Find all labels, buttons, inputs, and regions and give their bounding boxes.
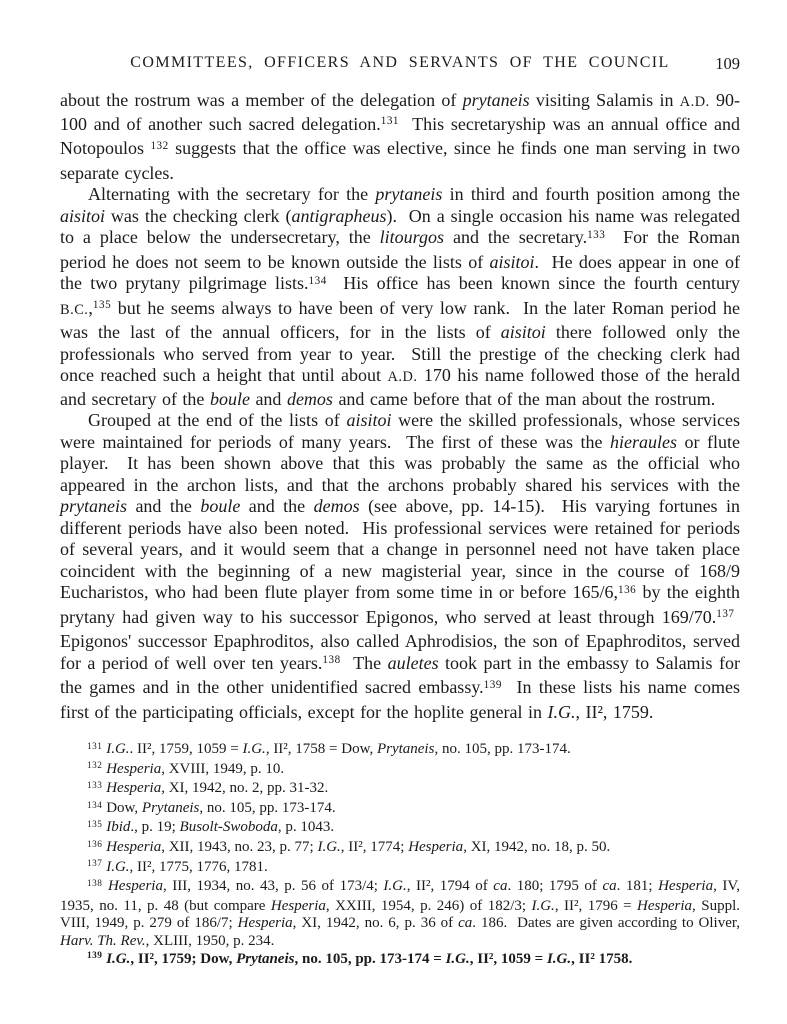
footnote-139: [60, 951, 740, 971]
text-run: , XI, 1942, no. 6, p. 36 of: [292, 915, 459, 932]
text-run: . 186. Dates are given according to Oliver,: [472, 915, 741, 932]
text-run: ). On a single occasion his name was relegated to a place below the undersecretary, the: [60, 205, 741, 247]
footnote-ref: 139: [483, 678, 502, 691]
text-run: and came before that of the man about the rostrum.: [332, 388, 716, 409]
text-run: , II², 1796 =: [554, 897, 638, 914]
text-run: aisitoi: [500, 322, 546, 342]
text-run: aisitoi: [346, 410, 392, 430]
text-run: , III, 1934, no. 43, p. 56 of 173/4;: [162, 878, 384, 895]
footnote-ref: 137: [87, 859, 103, 870]
text-run: visiting Salamis in: [529, 90, 680, 110]
text-run: and the: [240, 496, 314, 516]
text-run: , no. 105, pp. 173-174 =: [294, 950, 446, 967]
text-run: ., p. 19;: [130, 819, 180, 836]
text-run: Hesperia: [408, 838, 464, 855]
text-run: in third and fourth position among the: [442, 184, 740, 204]
body-text: [60, 90, 740, 723]
footnote-ref: 136: [87, 839, 103, 850]
text-run: I.G.: [242, 741, 266, 757]
text-run: , XXIII, 1954, p. 246) of 182/3;: [325, 897, 532, 914]
text-run: Hesperia: [106, 838, 162, 855]
text-run: , Suppl. VIII, 1949, p. 279 of 186/7;: [60, 897, 741, 932]
text-run: Hesperia: [637, 897, 693, 914]
text-run: His office has been known since the fourth century: [326, 273, 740, 293]
footnote-ref: 139: [87, 951, 103, 962]
text-run: I.G.: [106, 950, 131, 967]
text-run: demos: [313, 496, 360, 516]
text-run: boule: [209, 388, 250, 409]
text-run: ca: [458, 915, 473, 932]
text-run: , XVIII, 1949, p. 10.: [161, 760, 285, 777]
text-run: boule: [200, 496, 241, 516]
text-run: Prytaneis: [141, 799, 200, 816]
text-run: litourgos: [379, 227, 445, 247]
text-run: but he seems always to have been of very low rank. In the later Roman period he was the last of the annual officers, for in the lists of: [60, 297, 740, 342]
text-run: The: [340, 652, 388, 673]
text-run: Dow,: [102, 799, 142, 816]
text-run: Hesperia: [106, 780, 162, 797]
text-run: A.D.: [387, 369, 418, 385]
text-run: and: [249, 388, 287, 409]
text-run: about the rostrum was a member of the delegation of: [60, 90, 463, 110]
text-run: , II², 1759.: [575, 701, 654, 722]
text-run: I.G.: [383, 878, 407, 895]
footnote-ref: 138: [87, 878, 103, 889]
text-run: took part in the embassy to Salamis for the games and in the other unidentified sacred embassy.: [60, 652, 740, 697]
text-run: , p. 1043.: [277, 819, 335, 836]
text-run: , IV, 1935, no. 11, p. 48 (but compare: [60, 878, 740, 914]
footnote-ref: 131: [87, 741, 103, 752]
text-run: I.G.: [106, 858, 130, 875]
footnote-137: [60, 859, 740, 879]
text-run: Hesperia: [107, 878, 163, 895]
footnote-134: [60, 800, 740, 820]
text-run: I.G.: [546, 950, 572, 967]
text-run: there followed only the professionals who served from year to year. Still the prestige of the checking clerk had once reached such a height that until about: [60, 322, 740, 385]
paragraph: [60, 410, 740, 723]
text-run: , no. 105, pp. 173-174.: [434, 741, 571, 757]
footnote-ref: 138: [322, 654, 341, 667]
text-run: , II², 1794 of: [406, 878, 494, 895]
text-run: Hesperia: [658, 878, 714, 895]
text-run: . 181;: [616, 878, 659, 895]
text-run: , XLIII, 1950, p. 234.: [145, 932, 275, 949]
footnote-ref: 134: [87, 800, 103, 811]
text-run: Hesperia: [270, 897, 326, 914]
text-run: and the: [127, 496, 201, 516]
text-run: demos: [286, 388, 333, 409]
text-run: , II², 1759; Dow,: [130, 950, 237, 967]
page-title: COMMITTEES, OFFICERS AND SERVANTS OF THE COUNCIL: [130, 54, 670, 71]
footnote-ref: 137: [716, 608, 735, 621]
text-run: I.G.: [547, 701, 576, 722]
footnote-ref: 133: [587, 228, 606, 241]
text-run: 90-100 and of another such sacred delegation.: [60, 90, 740, 134]
paragraph: [60, 184, 740, 410]
text-run: , II², 1774;: [340, 838, 409, 855]
text-run: , II², 1758 = Dow,: [265, 741, 377, 757]
text-run: B.C.: [60, 301, 89, 318]
running-head: [60, 54, 740, 76]
footnote-138: [60, 878, 740, 950]
page-number: 109: [715, 54, 740, 73]
footnote-136: [60, 839, 740, 859]
text-run: Hesperia: [237, 915, 293, 932]
text-run: Epigonos' successor Epaphroditos, also called Aphrodisios, the son of Epaphroditos, served for a period of well over ten years.: [60, 606, 740, 673]
paragraph: [60, 90, 740, 184]
text-run: Busolt-Swoboda: [179, 819, 278, 836]
text-run: , XII, 1943, no. 23, p. 77;: [161, 838, 318, 855]
text-run: This secretaryship was an annual office and Notopoulos: [60, 113, 741, 158]
text-run: prytaneis: [60, 496, 127, 516]
footnote-ref: 134: [308, 274, 327, 287]
text-run: suggests that the office was elective, since he finds one man serving in two separate cycles.: [60, 138, 740, 183]
text-run: ,: [88, 297, 93, 318]
text-run: auletes: [387, 652, 439, 673]
footnote-ref: 133: [87, 781, 103, 792]
text-run: prytaneis: [375, 184, 443, 204]
text-run: antigrapheus: [291, 205, 387, 226]
text-run: Prytaneis: [376, 741, 435, 757]
footnote-ref: 132: [150, 139, 169, 152]
footnote-ref: 132: [87, 761, 103, 772]
text-run: aisitoi: [489, 251, 535, 272]
text-run: (see above, pp. 14-15). His varying fortunes in different periods have also been noted. His professional services were retained for periods of several years, and it would seem that a change in personnel need not have taken place coincident with the beginning of a new magisterial year, since in the course of 168/9 Eucharistos, who had been flute player from some time in or before 165/6,: [60, 496, 741, 602]
footnote-ref: 136: [617, 583, 637, 596]
text-run: Hesperia: [106, 760, 162, 777]
footnote-135: [60, 819, 740, 839]
text-run: I.G.: [317, 838, 341, 855]
text-run: , XI, 1942, no. 2, pp. 31-32.: [161, 780, 329, 797]
text-run: Prytaneis: [236, 950, 295, 967]
text-run: aisitoi: [60, 205, 106, 226]
footnotes: [60, 741, 740, 970]
text-run: . He does appear in one of the two prytany pilgrimage lists.: [60, 251, 740, 293]
text-run: Alternating with the secretary for the: [88, 184, 376, 204]
footnote-ref: 135: [92, 299, 112, 312]
text-run: was the checking clerk (: [105, 205, 292, 226]
text-run: ca: [602, 878, 617, 895]
text-run: Ibid: [106, 819, 131, 836]
footnote-ref: 131: [380, 115, 399, 128]
footnote-132: [60, 761, 740, 781]
text-run: . II², 1759, 1059 =: [129, 741, 243, 757]
text-run: were the skilled professionals, whose services were maintained for periods of many years. The first of these was the: [60, 410, 740, 452]
text-run: or flute player. It has been shown above that this was probably the same as the official who appeared in the archon lists, and that the archons probably shared his services with the: [60, 431, 740, 495]
text-run: , no. 105, pp. 173-174.: [199, 799, 336, 816]
text-run: I.G.: [106, 741, 130, 757]
text-run: by the eighth prytany had given way to his successor Epigonos, who served at least through 169/70.: [60, 582, 740, 627]
text-run: A.D.: [679, 94, 710, 110]
text-run: Grouped at the end of the lists of: [88, 410, 347, 430]
text-run: ca: [493, 878, 508, 895]
text-run: , XI, 1942, no. 18, p. 50.: [463, 838, 611, 855]
text-run: , II² 1758.: [571, 950, 633, 967]
text-run: 170 his name followed those of the herald and secretary of the: [60, 365, 740, 409]
footnote-ref: 135: [87, 820, 103, 831]
text-run: , II², 1775, 1776, 1781.: [129, 858, 268, 875]
text-run: , II², 1059 =: [469, 950, 547, 967]
footnote-131: [60, 741, 740, 761]
footnote-133: [60, 780, 740, 800]
text-run: . 180; 1795 of: [507, 878, 603, 895]
text-run: In these lists his name comes first of the participating officials, except for the hoplite general in: [60, 677, 740, 722]
text-run: I.G.: [445, 950, 470, 967]
text-run: I.G.: [531, 897, 555, 914]
text-run: For the Roman period he does not seem to be known outside the lists of: [60, 227, 741, 272]
text-run: hieraules: [610, 431, 678, 452]
text-run: prytaneis: [462, 90, 530, 110]
text-run: Harv. Th. Rev.: [60, 932, 146, 949]
text-run: and the secretary.: [444, 227, 588, 247]
